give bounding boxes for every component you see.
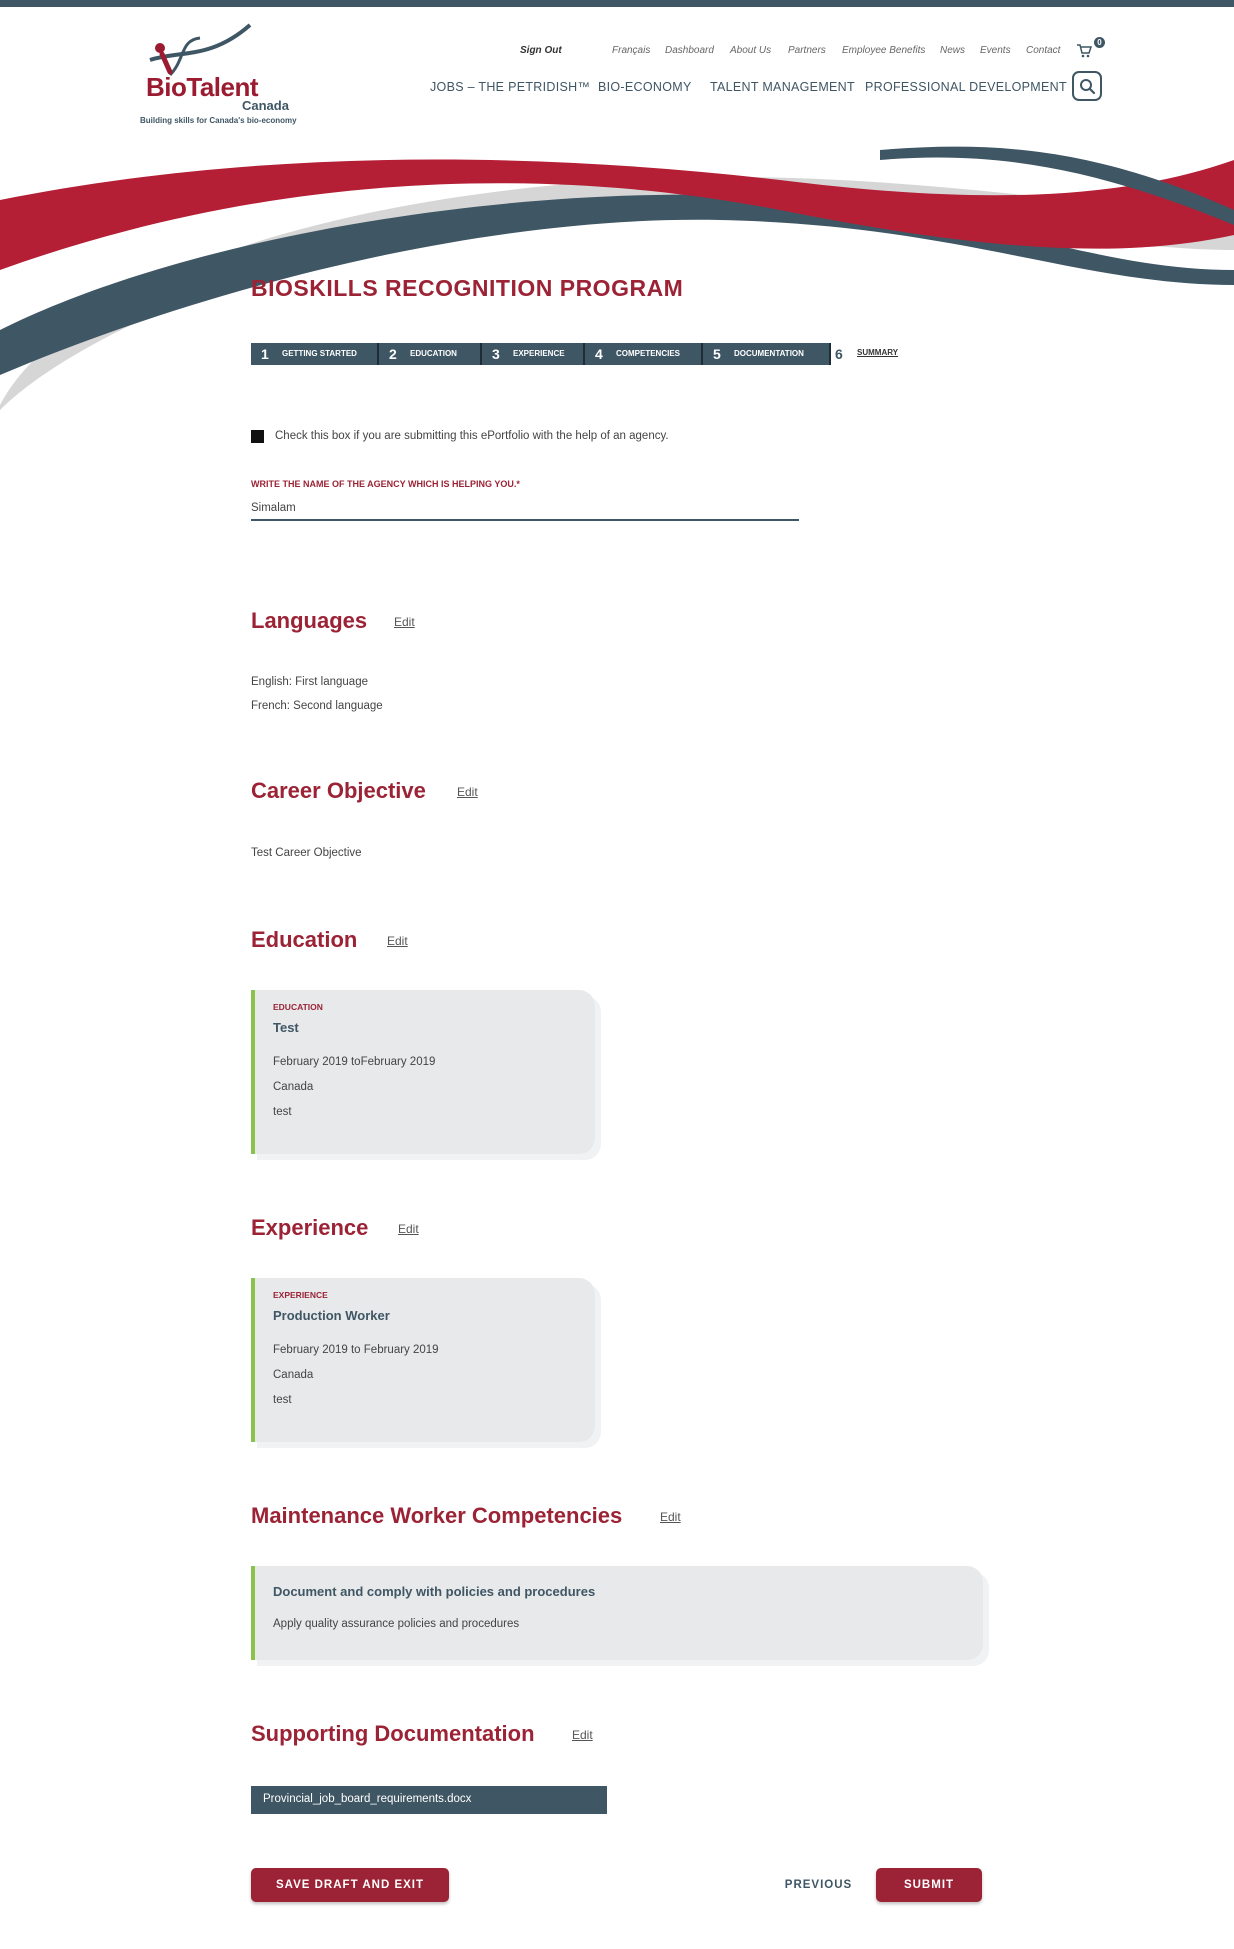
dashboard-link[interactable]: Dashboard [665, 45, 714, 56]
experience-edit-link[interactable]: Edit [398, 1222, 419, 1236]
education-heading: Education [251, 927, 358, 952]
about-us-link[interactable]: About Us [730, 45, 772, 56]
search-button[interactable] [1072, 71, 1102, 101]
events-link[interactable]: Events [980, 45, 1011, 56]
nav-jobs[interactable]: JOBS – THE PETRIDISH™ [430, 80, 591, 94]
education-card [251, 990, 595, 1154]
agency-field-label: WRITE THE NAME OF THE AGENCY WHICH IS HELPING YOU.* [251, 479, 520, 489]
experience-card-note: test [273, 1394, 292, 1406]
education-edit-link[interactable]: Edit [387, 934, 408, 948]
francais-link[interactable]: Français [612, 45, 651, 56]
logo-canada: Canada [242, 98, 289, 113]
experience-heading: Experience [251, 1215, 369, 1240]
save-draft-button[interactable]: SAVE DRAFT AND EXIT [251, 1868, 449, 1902]
step-experience[interactable]: 3 EXPERIENCE [482, 343, 585, 365]
career-objective-heading: Career Objective [251, 778, 426, 803]
step-education[interactable]: 2 EDUCATION [379, 343, 482, 365]
search-icon [1079, 78, 1095, 94]
competency-card-item: Apply quality assurance policies and procedures [273, 1618, 520, 1630]
experience-card-dates: February 2019 to February 2019 [273, 1344, 439, 1356]
top-rule [0, 0, 1234, 7]
competencies-edit-link[interactable]: Edit [660, 1510, 681, 1524]
document-file[interactable]: Provincial_job_board_requirements.docx [251, 1786, 607, 1814]
languages-heading: Languages [251, 608, 368, 633]
experience-card-kind: EXPERIENCE [273, 1290, 328, 1300]
language-item: French: Second language [251, 700, 383, 712]
nav-bio-economy[interactable]: BIO-ECONOMY [598, 80, 692, 94]
cart-icon[interactable] [1076, 44, 1092, 58]
education-card-location: Canada [273, 1081, 314, 1093]
employee-benefits-link[interactable]: Employee Benefits [842, 45, 926, 56]
education-card-title: Test [273, 1020, 299, 1035]
education-card-dates: February 2019 toFebruary 2019 [273, 1056, 436, 1068]
competencies-heading: Maintenance Worker Competencies [251, 1503, 623, 1528]
page-title: BIOSKILLS RECOGNITION PROGRAM [251, 275, 684, 301]
step-summary[interactable]: 6 SUMMARY [835, 346, 899, 362]
competency-card [251, 1566, 983, 1660]
step-competencies[interactable]: 4 COMPETENCIES [585, 343, 703, 365]
step-getting-started[interactable]: 1 GETTING STARTED [251, 343, 379, 365]
partners-link[interactable]: Partners [788, 45, 826, 56]
step-documentation[interactable]: 5 DOCUMENTATION [703, 343, 831, 365]
cart-count-badge: 0 [1094, 37, 1105, 48]
nav-talent-management[interactable]: TALENT MANAGEMENT [710, 80, 855, 94]
education-card-note: test [273, 1106, 292, 1118]
nav-professional-development[interactable]: PROFESSIONAL DEVELOPMENT [865, 80, 1067, 94]
sign-out-link[interactable]: Sign Out [520, 45, 562, 56]
logo-wordmark: BioTalent [146, 72, 259, 102]
experience-card-location: Canada [273, 1369, 314, 1381]
career-objective-edit-link[interactable]: Edit [457, 785, 478, 799]
documentation-edit-link[interactable]: Edit [572, 1728, 593, 1742]
submit-button[interactable]: SUBMIT [876, 1868, 982, 1902]
career-objective-text: Test Career Objective [251, 847, 362, 859]
documentation-heading: Supporting Documentation [251, 1721, 535, 1746]
logo-tagline: Building skills for Canada's bio-economy [140, 116, 297, 125]
competency-card-title: Document and comply with policies and procedures [273, 1584, 596, 1599]
education-card-kind: EDUCATION [273, 1002, 323, 1012]
agency-checkbox-label: Check this box if you are submitting this ePortfolio with the help of an agency. [275, 430, 669, 442]
contact-link[interactable]: Contact [1026, 45, 1061, 56]
language-item: English: First language [251, 676, 368, 688]
experience-card [251, 1278, 595, 1442]
previous-button[interactable]: PREVIOUS [784, 1879, 853, 1891]
agency-name-input[interactable] [251, 497, 799, 521]
experience-card-title: Production Worker [273, 1308, 390, 1323]
logo-swoosh-icon [140, 20, 270, 80]
news-link[interactable]: News [940, 45, 966, 56]
agency-checkbox[interactable] [251, 430, 264, 443]
languages-edit-link[interactable]: Edit [394, 615, 415, 629]
biotalent-logo[interactable] [140, 20, 300, 125]
